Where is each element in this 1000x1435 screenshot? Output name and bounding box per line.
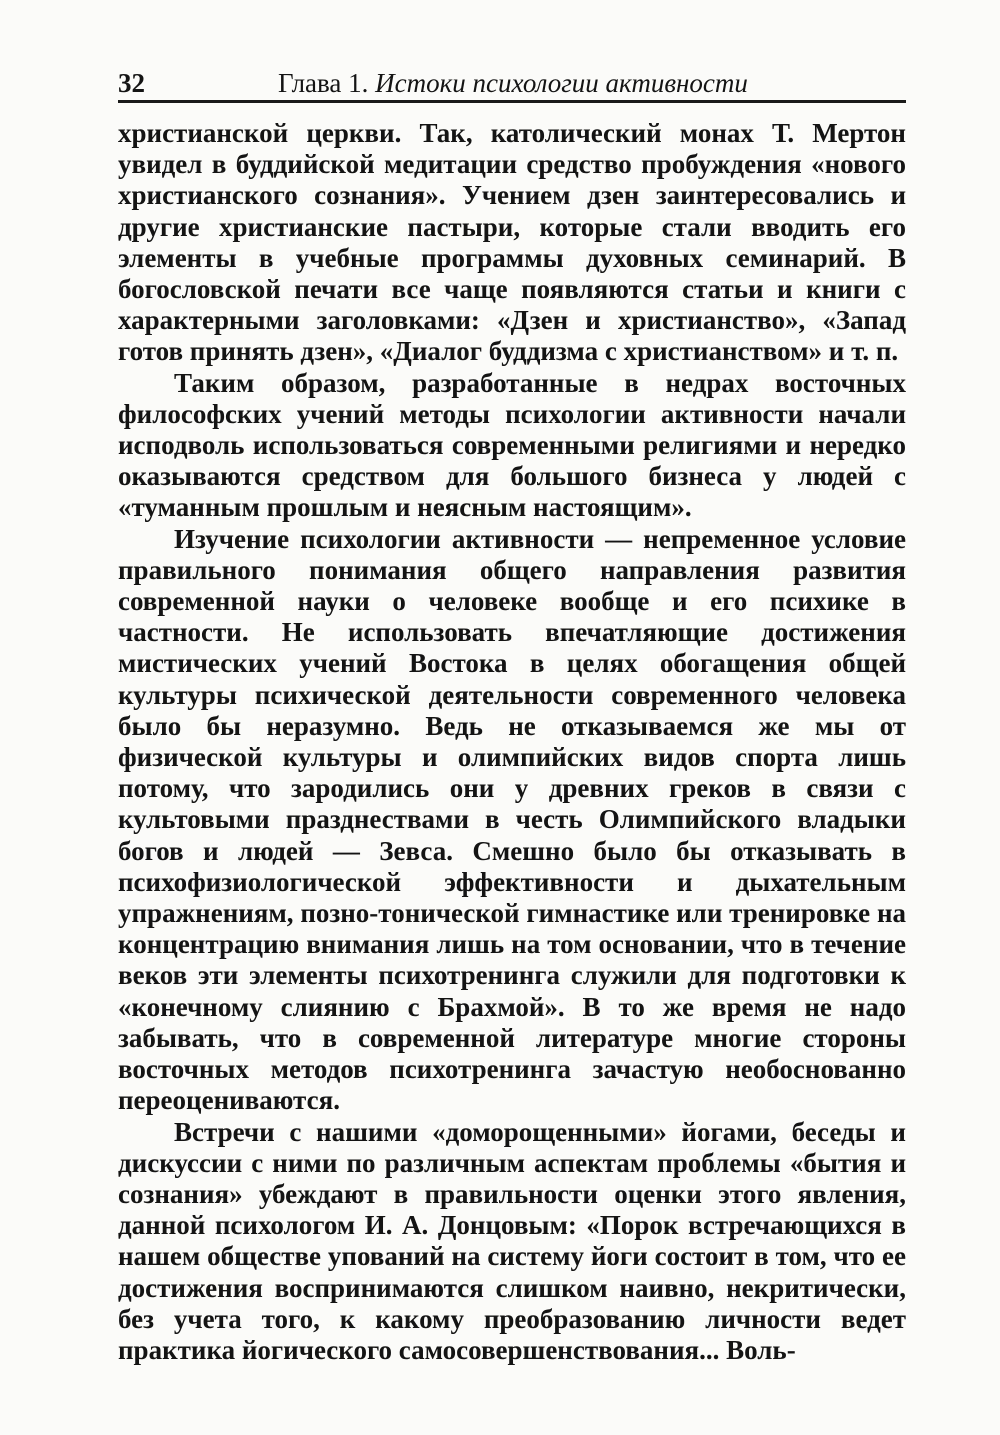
paragraph-continued: христианской церкви. Так, католический монах Т. Мертон увидел в буддийской медитации средство пробуждения «нового христианского сознания». Учением дзен заинтересовались и другие христианские пастыри, которые стали вводить его элементы в учебные программы духовных семинарий. В богословской печати все чаще появляются статьи и книги с характерными заголовками: «Дзен и христианство», «Запад готов принять дзен», «Диалог буддизма с христианством» и т. п. xyxy=(118,118,906,367)
paragraph: Изучение психологии активности — непременное условие правильного понимания общего направления развития современной науки о человеке вообще и его психике в частности. Не использовать впечатляющие достижения мистических учений Востока в целях обогащения общей культуры психической деятельности современного человека было бы неразумно. Ведь не отказываемся же мы от физической культуры и олимпийских видов спорта лишь потому, что зародились они у древних греков в связи с культовыми празднествами в честь Олимпийского владыки богов и людей — Зевса. Смешно было бы отказывать в психофизиологической эффективности и дыхательным упражнениям, позно-тонической гимнастике или тренировке на концентрацию внимания лишь на том основании, что в течение веков эти элементы психотренинга служили для подготовки к «конечному слиянию с Брахмой». В то же время не надо забывать, что в современной литературе многие стороны восточных методов психотренинга зачастую необоснованно переоцениваются. xyxy=(118,523,906,1116)
body-text xyxy=(118,118,906,1366)
chapter-title: Истоки психологии активности xyxy=(375,68,748,98)
running-head xyxy=(278,66,748,100)
page-header xyxy=(118,66,906,100)
paragraph: Встречи с нашими «доморощенными» йогами, беседы и дискуссии с ними по различным аспектам проблемы «бытия и сознания» убеждают в правильности оценки этого явления, данной психологом И. А. Донцовым: «Порок встречающихся в нашем обществе упований на систему йоги состоит в том, что ее достижения воспринимаются слишком наивно, некритически, без учета того, к какому преобразованию личности ведет практика йогического самосовершенствования... Воль- xyxy=(118,1116,906,1365)
page-number: 32 xyxy=(118,68,145,98)
header-rule xyxy=(118,100,906,103)
paragraph: Таким образом, разработанные в недрах восточных философских учений методы психологии активности начали исподволь использоваться современными религиями и нередко оказываются средством для большого бизнеса у людей с «туманным прошлым и неясным настоящим». xyxy=(118,367,906,523)
chapter-label: Глава 1. xyxy=(278,68,369,98)
